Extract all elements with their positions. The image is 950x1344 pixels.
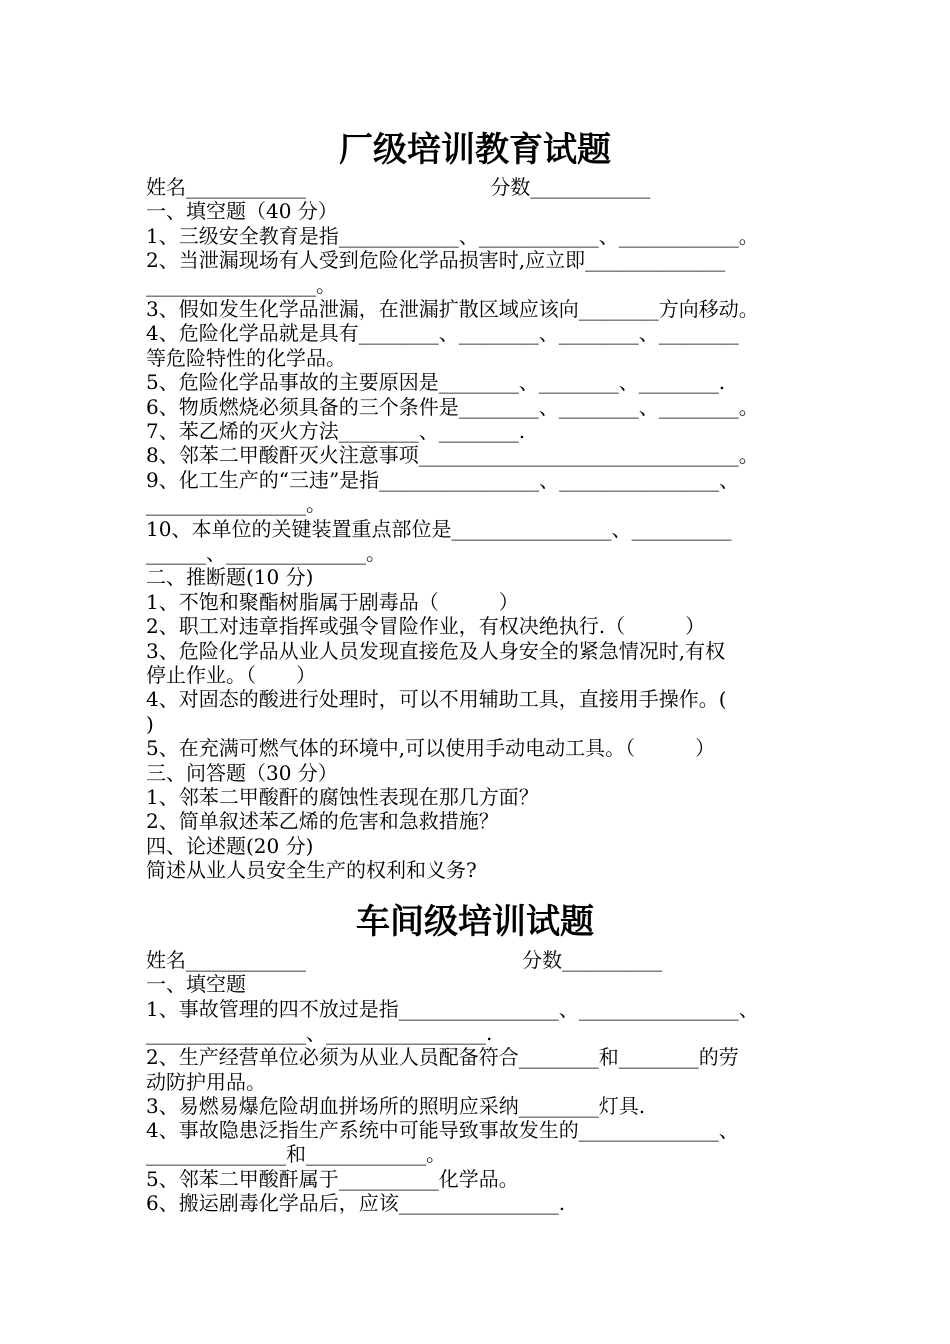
text-line: 5、危险化学品事故的主要原因是________、________、________. <box>146 370 726 395</box>
text-line: 姓名____________ 分数____________ <box>146 175 651 199</box>
text-line: 动防护用品。 <box>146 1069 266 1094</box>
text-line: 1、不饱和聚酯树脂属于剧毒品（ ） <box>146 589 519 614</box>
text-line: 简述从业人员安全生产的权利和义务? <box>146 858 477 883</box>
text-line: 2、简单叙述苯乙烯的危害和急救措施？ <box>146 809 499 834</box>
text-line: 10、本单位的关键装置重点部位是________________、__________ <box>146 516 732 541</box>
text-line: 8、邻苯二甲酸酐灭火注意事项________________________________。 <box>146 443 759 468</box>
text-line: 4、事故隐患泛指生产系统中可能导致事故发生的______________、 <box>146 1118 739 1143</box>
text-line: ________________、________________. <box>146 1020 493 1045</box>
text-line: 9、化工生产的“三违”是指________________、________________、 <box>146 467 740 492</box>
text-line: 2、当泄漏现场有人受到危险化学品损害时,应立即______________ <box>146 248 726 273</box>
text-line: ______________和____________。 <box>146 1142 446 1167</box>
text-line: 4、危险化学品就是具有________、________、________、________ <box>146 321 739 346</box>
text-line: 2、生产经营单位必须为从业人员配备符合________和________的劳 <box>146 1045 739 1070</box>
text-line: 1、邻苯二甲酸酐的腐蚀性表现在那几方面？ <box>146 785 539 809</box>
text-line: 四、论述题(20 分) <box>146 833 314 858</box>
text-line: 7、苯乙烯的灭火方法________、________. <box>146 419 526 443</box>
text-line: _________________。 <box>146 272 336 297</box>
text-line: 3、危险化学品从业人员发现直接危及人身安全的紧急情况时,有权 <box>146 638 726 663</box>
text-line: 6、物质燃烧必须具备的三个条件是________、________、________。 <box>146 394 759 419</box>
text-line: 姓名____________ 分数__________ <box>146 948 663 972</box>
text-line: 5、在充满可燃气体的环境中,可以使用手动电动工具。（ ） <box>146 736 716 761</box>
text-line: 6、搬运剧毒化学品后，应该________________. <box>146 1191 566 1215</box>
text-line: ______、______________。 <box>146 541 386 565</box>
text-line: 三、问答题（30 分） <box>146 760 338 785</box>
text-line: 1、三级安全教育是指____________、____________、____________。 <box>146 223 759 248</box>
text-line: 一、填空题（40 分） <box>146 199 338 224</box>
text-line: ) <box>146 711 154 736</box>
text-line: 等危险特性的化学品。 <box>146 345 346 370</box>
text-line: 停止作业。（ ） <box>146 663 316 687</box>
text-line: 2、职工对违章指挥或强令冒险作业，有权决绝执行.（ ） <box>146 614 706 639</box>
text-line: 3、易燃易爆危险胡血拼场所的照明应采纳________灯具. <box>146 1093 646 1118</box>
section2-title: 车间级培训试题 <box>356 902 594 942</box>
text-line: 4、对固态的酸进行处理时，可以不用辅助工具，直接用手操作。( <box>146 687 727 712</box>
text-line: 5、邻苯二甲酸酐属于__________化学品。 <box>146 1166 519 1191</box>
text-line: 二、推断题(10 分) <box>146 565 314 590</box>
text-line: 3、假如发生化学品泄漏，在泄漏扩散区域应该向________方向移动。 <box>146 297 759 321</box>
text-line: 1、事故管理的四不放过是指________________、________________、 <box>146 996 759 1021</box>
section1-title: 厂级培训教育试题 <box>339 130 611 170</box>
text-line: 一、填空题 <box>146 972 246 997</box>
text-line: ________________。 <box>146 492 326 517</box>
